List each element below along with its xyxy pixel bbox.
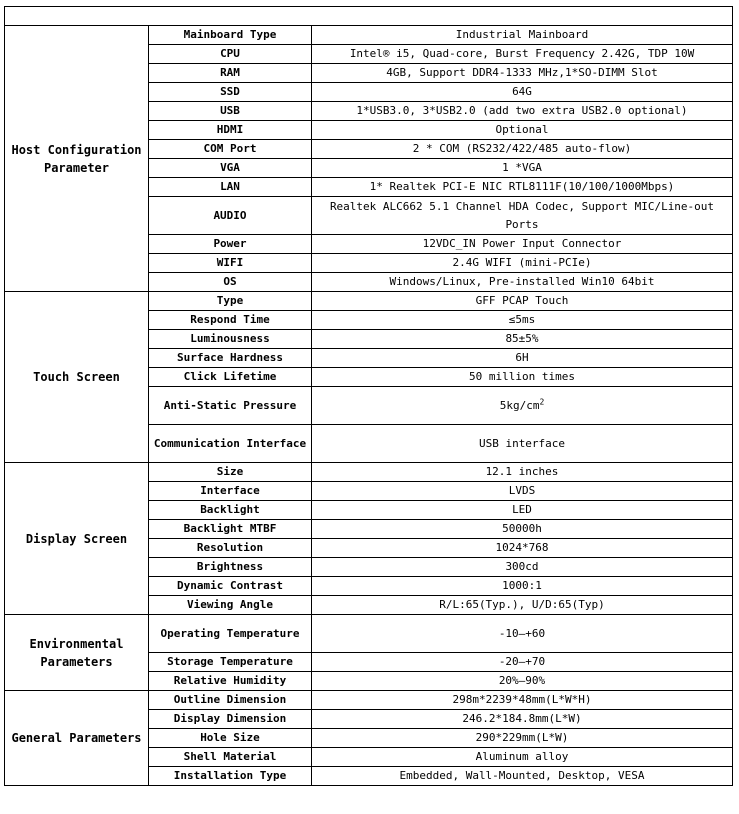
spec-value bbox=[312, 64, 733, 83]
spec-label: Backlight bbox=[149, 501, 312, 520]
spec-label: Outline Dimension bbox=[149, 691, 312, 710]
spec-value bbox=[312, 615, 733, 653]
spec-value-text: Windows/Linux, Pre-installed Win10 64bit bbox=[389, 275, 655, 288]
spec-value-text: LVDS bbox=[508, 484, 536, 497]
spec-value bbox=[312, 45, 733, 64]
spec-label: COM Port bbox=[149, 140, 312, 159]
spec-label: Dynamic Contrast bbox=[149, 577, 312, 596]
spec-value-text: Optional bbox=[495, 123, 549, 136]
spec-value-text: 1* Realtek PCI-E NIC RTL8111F(10/100/1000Mbps) bbox=[369, 180, 675, 193]
spec-label: Type bbox=[149, 292, 312, 311]
spec-value-text: Realtek ALC662 5.1 Channel HDA Codec, Support MIC/Line-out Ports bbox=[329, 199, 715, 231]
spec-value-text: 50000h bbox=[502, 522, 542, 535]
spec-value-text: 50 million times bbox=[469, 370, 575, 383]
spec-value-text: Embedded, Wall-Mounted, Desktop, VESA bbox=[399, 769, 645, 782]
spec-label: Hole Size bbox=[149, 729, 312, 748]
spec-value-text: 4GB, Support DDR4-1333 MHz,1*SO-DIMM Slot bbox=[386, 66, 658, 79]
spec-value-text: 300cd bbox=[505, 560, 539, 573]
spec-label: Respond Time bbox=[149, 311, 312, 330]
spec-value bbox=[312, 729, 733, 748]
spec-label: RAM bbox=[149, 64, 312, 83]
table-row bbox=[5, 463, 733, 482]
spec-value-text: 85±5% bbox=[505, 332, 539, 345]
spec-value-text: 2 * COM (RS232/422/485 auto-flow) bbox=[412, 142, 632, 155]
spec-label: Viewing Angle bbox=[149, 596, 312, 615]
spec-value-text: 1024*768 bbox=[495, 541, 549, 554]
spec-label: USB bbox=[149, 102, 312, 121]
spec-value-text: 1 *VGA bbox=[502, 161, 542, 174]
spec-value-text: -10—+60 bbox=[498, 626, 546, 640]
spec-label: Brightness bbox=[149, 558, 312, 577]
spec-value bbox=[312, 197, 733, 235]
spec-label: Communication Interface bbox=[149, 425, 312, 463]
spec-value bbox=[312, 691, 733, 710]
spec-label: WIFI bbox=[149, 254, 312, 273]
spec-label: Resolution bbox=[149, 539, 312, 558]
spec-value bbox=[312, 520, 733, 539]
table-header-row bbox=[5, 7, 733, 26]
spec-value bbox=[312, 710, 733, 729]
section-title: General Parameters bbox=[5, 691, 149, 786]
spec-value-text: -20—+70 bbox=[498, 655, 546, 668]
spec-value-text: 6H bbox=[515, 351, 529, 364]
spec-table-body bbox=[5, 7, 733, 786]
spec-value-text: 1*USB3.0, 3*USB2.0 (add two extra USB2.0 optional) bbox=[356, 104, 688, 117]
spec-value bbox=[312, 539, 733, 558]
spec-value bbox=[312, 292, 733, 311]
spec-label: OS bbox=[149, 273, 312, 292]
spec-value-text: R/L:65(Typ.), U/D:65(Typ) bbox=[439, 598, 605, 611]
spec-label: Click Lifetime bbox=[149, 368, 312, 387]
spec-label: Shell Material bbox=[149, 748, 312, 767]
spec-value-text: 298m*2239*48mm(L*W*H) bbox=[452, 693, 592, 706]
spec-label: Anti-Static Pressure bbox=[149, 387, 312, 425]
spec-value-text: GFF PCAP Touch bbox=[475, 294, 569, 307]
spec-label: LAN bbox=[149, 178, 312, 197]
spec-value bbox=[312, 273, 733, 292]
spec-value-text: Intel® i5, Quad-core, Burst Frequency 2.42G, TDP 10W bbox=[349, 47, 695, 60]
spec-label: Size bbox=[149, 463, 312, 482]
spec-value bbox=[312, 653, 733, 672]
spec-label: Power bbox=[149, 235, 312, 254]
spec-value bbox=[312, 330, 733, 349]
spec-value-superscript: 2 bbox=[539, 396, 545, 406]
spec-value-text: 5kg/cm bbox=[499, 398, 540, 412]
spec-value-text: USB interface bbox=[478, 436, 566, 450]
spec-value bbox=[312, 672, 733, 691]
spec-value bbox=[312, 121, 733, 140]
spec-value-text: Industrial Mainboard bbox=[455, 28, 589, 41]
spec-value-text: 64G bbox=[512, 85, 532, 98]
header-cell bbox=[5, 7, 733, 26]
spec-value-text: 290*229mm(L*W) bbox=[475, 731, 569, 744]
spec-label: VGA bbox=[149, 159, 312, 178]
spec-value-text: 2.4G WIFI (mini-PCIe) bbox=[452, 256, 592, 269]
spec-label: SSD bbox=[149, 83, 312, 102]
spec-table bbox=[4, 6, 733, 786]
spec-label: Operating Temperature bbox=[149, 615, 312, 653]
table-row bbox=[5, 26, 733, 45]
spec-label: Interface bbox=[149, 482, 312, 501]
section-title: Touch Screen bbox=[5, 292, 149, 463]
spec-value bbox=[312, 577, 733, 596]
spec-value bbox=[312, 235, 733, 254]
spec-value-text: 12VDC_IN Power Input Connector bbox=[422, 237, 622, 250]
spec-value-text: Aluminum alloy bbox=[475, 750, 569, 763]
spec-label: HDMI bbox=[149, 121, 312, 140]
spec-value bbox=[312, 387, 733, 425]
spec-value bbox=[312, 501, 733, 520]
spec-label: Installation Type bbox=[149, 767, 312, 786]
spec-label: CPU bbox=[149, 45, 312, 64]
spec-value bbox=[312, 748, 733, 767]
spec-label: Relative Humidity bbox=[149, 672, 312, 691]
section-title: Environmental Parameters bbox=[5, 615, 149, 691]
spec-value bbox=[312, 159, 733, 178]
spec-value-text: 20%—90% bbox=[498, 674, 546, 687]
spec-value bbox=[312, 83, 733, 102]
spec-value-text: LED bbox=[512, 503, 532, 516]
spec-value bbox=[312, 368, 733, 387]
spec-value bbox=[312, 26, 733, 45]
spec-value bbox=[312, 767, 733, 786]
spec-value bbox=[312, 140, 733, 159]
spec-value bbox=[312, 349, 733, 368]
spec-value-text: 1000:1 bbox=[502, 579, 542, 592]
table-row bbox=[5, 615, 733, 653]
spec-value-text: 12.1 inches bbox=[485, 465, 559, 478]
spec-label: AUDIO bbox=[149, 197, 312, 235]
spec-value bbox=[312, 463, 733, 482]
spec-label: Backlight MTBF bbox=[149, 520, 312, 539]
spec-value bbox=[312, 254, 733, 273]
spec-label: Luminousness bbox=[149, 330, 312, 349]
spec-value bbox=[312, 425, 733, 463]
table-row bbox=[5, 292, 733, 311]
spec-value bbox=[312, 102, 733, 121]
section-title: Display Screen bbox=[5, 463, 149, 615]
section-title: Host Configuration Parameter bbox=[5, 26, 149, 292]
spec-value bbox=[312, 178, 733, 197]
spec-label: Mainboard Type bbox=[149, 26, 312, 45]
spec-label: Storage Temperature bbox=[149, 653, 312, 672]
spec-value-text: 246.2*184.8mm(L*W) bbox=[462, 712, 582, 725]
spec-value-text: ≤5ms bbox=[508, 313, 536, 326]
spec-value bbox=[312, 311, 733, 330]
spec-value bbox=[312, 482, 733, 501]
spec-label: Display Dimension bbox=[149, 710, 312, 729]
spec-value bbox=[312, 596, 733, 615]
spec-value bbox=[312, 558, 733, 577]
spec-label: Surface Hardness bbox=[149, 349, 312, 368]
table-row bbox=[5, 691, 733, 710]
